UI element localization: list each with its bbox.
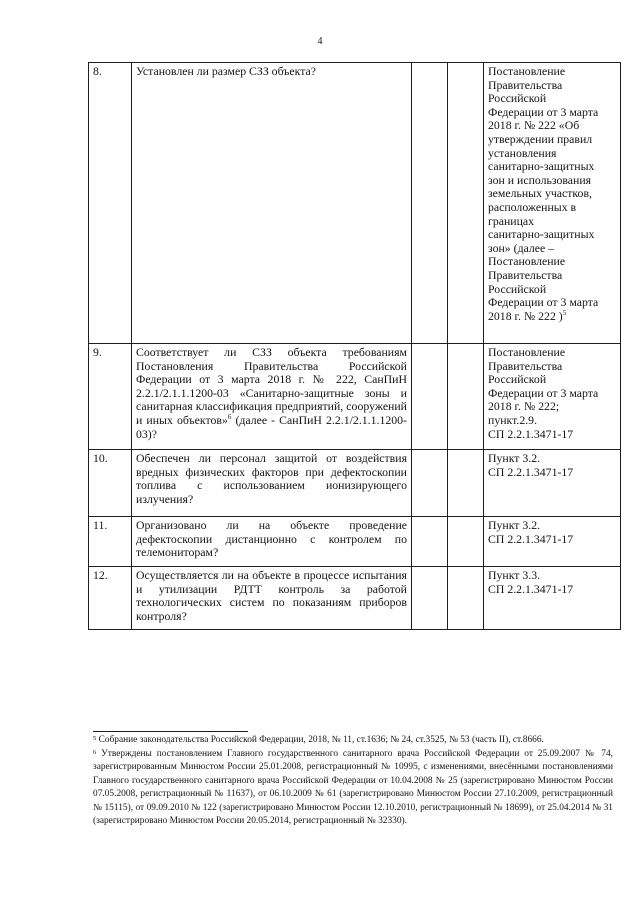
table-row	[89, 450, 621, 517]
row-number: 10.	[89, 450, 132, 517]
answer-no-cell[interactable]	[448, 567, 484, 630]
table-row	[89, 517, 621, 567]
question-text: Осуществляется ли на объекте в процессе испытания и утилизации РДТТ контроль за работой технологических систем по показаниям приборов контроля?	[132, 567, 412, 630]
footnote-5	[93, 734, 613, 748]
footnote-text: Утверждены постановлением Главного государственного санитарного врача Российской Федерации от 25.09.2007 № 74, зарегистрированным Минюстом России 25.01.2008, регистрационный № 10995, с изменениями, внесёнными постановлениями Главного государственного санитарного врача Российской Федерации от 10.04.2008 № 25 (зарегистрировано Минюстом России 07.05.2008, регистрационный № 11637), от 06.10.2009 № 61 (зарегистрировано Минюстом России 27.10.2009, регистрационный № 15115), от 09.09.2010 № 122 (зарегистрировано Минюстом России 12.10.2010, регистрационный № 18699), от 25.04.2014 № 31 (зарегистрировано Минюстом России 20.05.2014, регистрационный № 32330).	[93, 748, 613, 826]
question-text: Организовано ли на объекте проведение дефектоскопии дистанционно с контролем по телемониторам?	[132, 517, 412, 567]
answer-yes-cell[interactable]	[412, 450, 448, 517]
row-number: 11.	[89, 517, 132, 567]
question-text: Соответствует ли СЗЗ объекта требованиям Постановления Правительства Российской Федерации от 3 марта 2018 г. № 222, СанПиН 2.2.1/2.1.1.1200-03 «Санитарно-защитные зоны и санитарная классификация предприятий, сооружений и иных объектов»$^6$ (далее - СанПиН 2.2.1/2.1.1.1200-03)?	[132, 344, 412, 450]
answer-yes-cell[interactable]	[412, 63, 448, 344]
answer-no-cell[interactable]	[448, 450, 484, 517]
row-number: 12.	[89, 567, 132, 630]
table-row	[89, 63, 621, 344]
footnote-mark: 5	[93, 735, 97, 742]
answer-no-cell[interactable]	[448, 344, 484, 450]
footnotes	[93, 734, 613, 829]
footnote-6	[93, 748, 613, 829]
legal-reference: Пункт 3.2. СП 2.2.1.3471-17	[484, 517, 621, 567]
answer-yes-cell[interactable]	[412, 567, 448, 630]
answer-yes-cell[interactable]	[412, 517, 448, 567]
legal-reference: Пункт 3.3. СП 2.2.1.3471-17	[484, 567, 621, 630]
answer-no-cell[interactable]	[448, 63, 484, 344]
legal-reference: Пункт 3.2. СП 2.2.1.3471-17	[484, 450, 621, 517]
question-text: Установлен ли размер СЗЗ объекта?	[132, 63, 412, 344]
checklist-table	[88, 62, 621, 630]
table-row	[89, 567, 621, 630]
answer-no-cell[interactable]	[448, 517, 484, 567]
legal-reference: Постановление Правительства Российской Федерации от 3 марта 2018 г. № 222; пункт.2.9. СП 2.2.1.3471-17	[484, 344, 621, 450]
row-number: 8.	[89, 63, 132, 344]
footnote-ref: 5	[562, 308, 567, 317]
footnote-mark: 6	[93, 748, 97, 756]
table-row	[89, 344, 621, 450]
footnote-separator	[93, 731, 248, 732]
row-number: 9.	[89, 344, 132, 450]
legal-reference: Постановление Правительства Российской Федерации от 3 марта 2018 г. № 222 «Об утверждении правил установления санитарно-защитных зон и использования земельных участков, расположенных в границах санитарно-защитных зон» (далее – Постановление Правительства Российской Федерации от 3 марта 2018 г. № 222 )$^5$	[484, 63, 621, 344]
page-number: 4	[317, 36, 323, 47]
answer-yes-cell[interactable]	[412, 344, 448, 450]
question-text: Обеспечен ли персонал защитой от воздействия вредных физических факторов при дефектоскопии топлива с использованием ионизирующего излучения?	[132, 450, 412, 517]
footnote-ref: 6	[227, 413, 232, 422]
footnote-text: Собрание законодательства Российской Федерации, 2018, № 11, ст.1636; № 24, ст.3525, № 53 (часть II), ст.8666.	[96, 735, 544, 745]
